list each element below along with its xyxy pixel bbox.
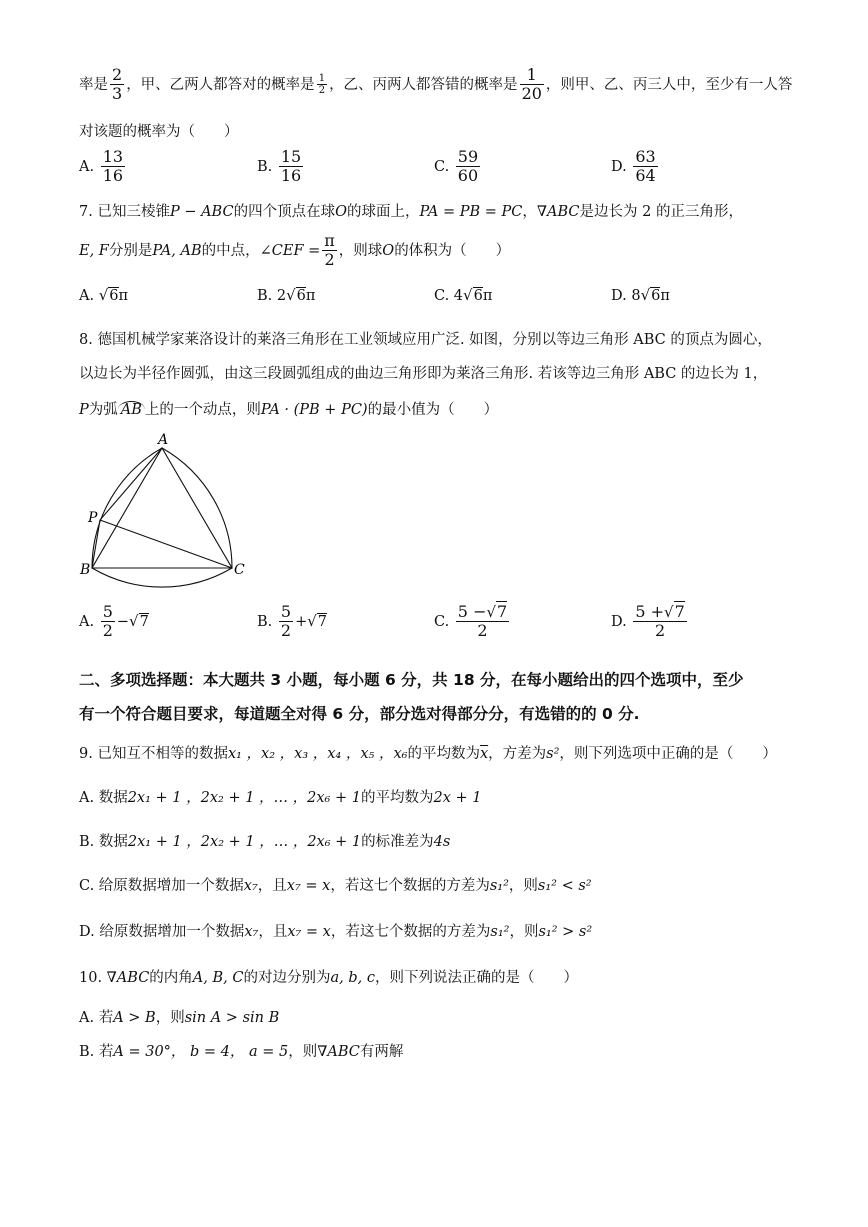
fraction — [633, 603, 686, 641]
radicand: 6 — [109, 288, 119, 304]
math: s² — [546, 746, 560, 762]
fraction — [456, 148, 480, 186]
option-label: D. — [611, 288, 627, 304]
segment-pc — [100, 520, 232, 568]
denominator: 16 — [102, 166, 124, 186]
math: 2x + 1 — [433, 790, 482, 806]
math: P − ABC — [169, 204, 234, 220]
q7-text: ，则球 — [338, 242, 383, 259]
math: x₇ — [243, 878, 258, 894]
numerator: 13 — [102, 147, 124, 166]
pi: π — [482, 288, 493, 304]
q7-line-2 — [79, 232, 510, 270]
q10-stem — [79, 966, 578, 987]
q6-text: ，乙、丙两人都答错的概率是 — [329, 76, 518, 93]
fraction — [633, 148, 657, 186]
q8-option-d[interactable] — [611, 603, 689, 641]
sqrt-sign: √ — [463, 286, 473, 304]
option-text: ，则∇ — [288, 1044, 328, 1060]
fraction — [279, 148, 303, 186]
math: x₇ = x — [287, 924, 331, 940]
q7-text: 的四个顶点在球 — [233, 204, 336, 220]
q7-line-1 — [79, 200, 743, 221]
sqrt-sign: √ — [98, 286, 109, 304]
math: x₇ — [244, 924, 259, 940]
math: 2x₁ + 1 ，2x₂ + 1 ，… ，2x₆ + 1 — [127, 790, 361, 806]
math: sin A > sin B — [184, 1010, 280, 1026]
q7-text: 的体积为（ ） — [394, 242, 511, 259]
numerator — [456, 603, 509, 622]
option-label: B. — [257, 158, 273, 175]
reuleaux-triangle-figure — [72, 428, 252, 588]
denominator: 16 — [280, 166, 302, 186]
denominator: 20 — [521, 84, 542, 104]
vector-expression: PA · (PB + PC) — [260, 402, 368, 418]
section-2-heading-line-2: 有一个符合题目要求，每道题全对得 6 分，部分选对得部分分，有选错的的 0 分. — [79, 705, 640, 723]
numerator: 2 — [112, 65, 123, 84]
q7-text: 7. 已知三棱锥 — [79, 204, 170, 220]
denominator: 2 — [102, 621, 113, 641]
q10-text: 的对边分别为 — [243, 970, 331, 986]
q8-line-2: 以边长为半径作圆弧，由这三段圆弧组成的曲边三角形即为莱洛三角形. 若该等边三角形 ABC 的边长为 1， — [79, 366, 768, 382]
numerator-prefix: 5 + — [635, 602, 664, 621]
sqrt-sign: √ — [307, 611, 317, 630]
q9-option-c[interactable] — [79, 874, 592, 895]
option-label: B. — [257, 288, 273, 304]
option-label: A. — [79, 158, 95, 175]
math: ABC — [547, 204, 580, 220]
math: s₁² — [490, 924, 510, 940]
numerator: 1 — [520, 66, 544, 85]
math: 2x₁ + 1 ，2x₂ + 1 ，… ，2x₆ + 1 — [127, 834, 362, 850]
q10-text: 的内角 — [149, 970, 193, 986]
numerator: π — [324, 231, 335, 250]
sqrt-sign: √ — [486, 603, 497, 621]
q7-text: 的中点， — [201, 242, 260, 259]
numerator: 1 — [318, 72, 326, 84]
operator: − — [116, 613, 130, 630]
option-text: ，且 — [257, 878, 287, 894]
math: E, F — [79, 242, 109, 259]
math: P — [79, 402, 89, 418]
numerator: 5 — [102, 602, 113, 621]
math: 4s — [433, 834, 451, 850]
fraction — [279, 603, 293, 641]
math: A = 30°， b = 4， a = 5 — [113, 1044, 289, 1060]
radicand: 7 — [497, 602, 508, 621]
section-2-heading-line-1: 二、多项选择题：本大题共 3 小题，每小题 6 分，共 18 分，在每小题给出的四个选项中，至少 — [79, 671, 744, 689]
option-label: D. — [611, 158, 627, 175]
q7-option-a[interactable] — [79, 286, 128, 304]
q10-option-a[interactable] — [79, 1006, 279, 1027]
operator: + — [295, 613, 308, 630]
option-text: C. 给原数据增加一个数据 — [79, 878, 244, 894]
q8-line-1: 8. 德国机械学家莱洛设计的莱洛三角形在工业领域应用广泛. 如图，分别以等边三角形 ABC 的顶点为圆心， — [79, 332, 772, 348]
sqrt-sign: √ — [664, 603, 674, 621]
math: x₇ = x — [286, 878, 331, 894]
q9-text: 的平均数为 — [407, 746, 480, 762]
math: O — [335, 204, 347, 220]
q7-text: 的球面上， — [346, 204, 420, 220]
q7-text: ，∇ — [522, 204, 547, 220]
option-text: B. 数据 — [79, 834, 128, 850]
option-label: C. — [434, 288, 450, 304]
q8-option-a[interactable] — [79, 603, 149, 641]
coef: 2 — [276, 288, 287, 304]
q6-option-a[interactable] — [79, 148, 127, 186]
denominator: 60 — [457, 166, 479, 186]
q6-option-d[interactable] — [611, 148, 660, 186]
math: PA, AB — [152, 242, 202, 259]
q6-text: 率是 — [79, 76, 108, 93]
q6-line-1 — [79, 66, 792, 104]
q9-text: ，则下列选项中正确的是（ ） — [559, 746, 777, 762]
math: a, b, c — [330, 970, 375, 986]
option-text: A. 若 — [79, 1010, 114, 1026]
option-label: D. — [611, 613, 627, 630]
pi: π — [305, 288, 316, 304]
sqrt-sign: √ — [129, 611, 139, 630]
q9-option-d[interactable] — [79, 920, 592, 941]
q6-option-c[interactable] — [434, 148, 482, 186]
denominator: 2 — [324, 250, 335, 270]
q6-option-b[interactable] — [257, 148, 305, 186]
fraction — [317, 73, 327, 97]
radicand: 7 — [317, 613, 328, 630]
math: A > B — [113, 1010, 156, 1026]
option-text: ，则 — [155, 1010, 185, 1026]
math-xbar: $\overline{x}$ — [479, 746, 489, 762]
q7-option-b[interactable] — [257, 286, 315, 304]
numerator: 15 — [280, 147, 302, 166]
label-b: B — [80, 562, 91, 578]
q10-text: 10. ∇ — [79, 970, 117, 986]
math: x₁ ，x₂ ，x₃ ，x₄ ，x₅ ，x₆ — [227, 746, 408, 762]
option-label: A. — [79, 613, 95, 630]
q7-option-d[interactable] — [611, 286, 670, 304]
option-text: ，若这七个数据的方差为 — [330, 878, 490, 894]
math: s₁² < s² — [537, 878, 592, 894]
coef: 8 — [631, 288, 641, 304]
q8-text: 上的一个动点，则 — [144, 402, 261, 418]
radicand: 6 — [473, 288, 483, 304]
option-text: A. 数据 — [79, 790, 128, 806]
numerator — [633, 603, 686, 622]
numerator: 59 — [457, 147, 479, 166]
option-text: 的平均数为 — [360, 790, 434, 806]
pi: π — [660, 288, 670, 304]
denominator: 2 — [318, 85, 326, 97]
fraction — [101, 148, 125, 186]
denominator: 3 — [112, 84, 123, 104]
q8-option-c[interactable] — [434, 603, 511, 641]
option-text: B. 若 — [79, 1044, 114, 1060]
numerator-prefix: 5 − — [457, 602, 487, 621]
option-label: C. — [434, 158, 450, 175]
q10-option-b[interactable] — [79, 1040, 403, 1061]
math: A, B, C — [192, 970, 244, 986]
radicand: 6 — [651, 288, 661, 304]
option-text: 的标准差为 — [361, 834, 434, 850]
label-p: P — [88, 510, 98, 526]
q8-option-b[interactable] — [257, 603, 327, 641]
math: s₁² > s² — [538, 924, 593, 940]
fraction — [110, 66, 124, 104]
math: s₁² — [489, 878, 509, 894]
option-label: C. — [434, 613, 450, 630]
q7-option-c[interactable] — [434, 286, 492, 304]
math: ∠CEF = — [259, 242, 321, 259]
denominator: 64 — [635, 166, 656, 186]
arc-bc-curve — [92, 568, 232, 587]
coef: 4 — [453, 288, 464, 304]
pi: π — [118, 288, 129, 304]
q8-text: 为弧 — [88, 402, 118, 418]
option-text: ，若这七个数据的方差为 — [330, 924, 491, 940]
option-label: A. — [79, 288, 95, 304]
fraction — [322, 232, 337, 270]
q7-text: 是边长为 2 的正三角形， — [579, 204, 743, 220]
math: ABC — [116, 970, 150, 986]
denominator: 2 — [654, 621, 666, 641]
option-text: ，且 — [258, 924, 288, 940]
triangle-abc — [92, 448, 232, 568]
q9-stem — [79, 742, 777, 763]
option-text: 有两解 — [359, 1044, 404, 1060]
option-text: ，则 — [508, 878, 538, 894]
option-label: B. — [257, 613, 273, 630]
sqrt-sign: √ — [286, 286, 296, 304]
q6-text: ，则甲、乙、丙三人中，至少有一人答 — [545, 76, 793, 93]
option-text: ，则 — [509, 924, 539, 940]
q10-text: ，则下列说法正确的是（ ） — [374, 970, 578, 986]
numerator: 63 — [635, 147, 656, 166]
q7-text: 分别是 — [108, 242, 153, 259]
q8-line-3 — [79, 398, 498, 419]
q6-text: ，甲、乙两人都答对的概率是 — [126, 76, 315, 93]
fraction — [456, 603, 509, 641]
label-c: C — [234, 562, 245, 578]
math: ABC — [327, 1044, 360, 1060]
q6-line-2: 对该题的概率为（ ） — [79, 124, 239, 140]
fraction — [101, 603, 115, 641]
q9-text: 9. 已知互不相等的数据 — [79, 746, 228, 762]
option-text: D. 给原数据增加一个数据 — [79, 924, 245, 940]
fraction — [520, 66, 544, 104]
q8-text: 的最小值为（ ） — [367, 402, 499, 418]
radicand: 7 — [674, 602, 685, 621]
radicand: 7 — [139, 613, 149, 630]
radicand: 6 — [296, 288, 306, 304]
sqrt-sign: √ — [640, 286, 651, 304]
numerator: 5 — [280, 602, 292, 621]
math: O — [382, 242, 395, 259]
denominator: 2 — [280, 621, 292, 641]
q9-option-a[interactable] — [79, 786, 481, 807]
math: PA = PB = PC — [419, 204, 523, 220]
q9-option-b[interactable] — [79, 830, 450, 851]
label-a: A — [158, 432, 169, 448]
denominator: 2 — [477, 621, 488, 641]
segment-pa — [100, 448, 162, 520]
q9-text: ，方差为 — [488, 746, 547, 762]
arc-ab: AB — [118, 401, 145, 418]
